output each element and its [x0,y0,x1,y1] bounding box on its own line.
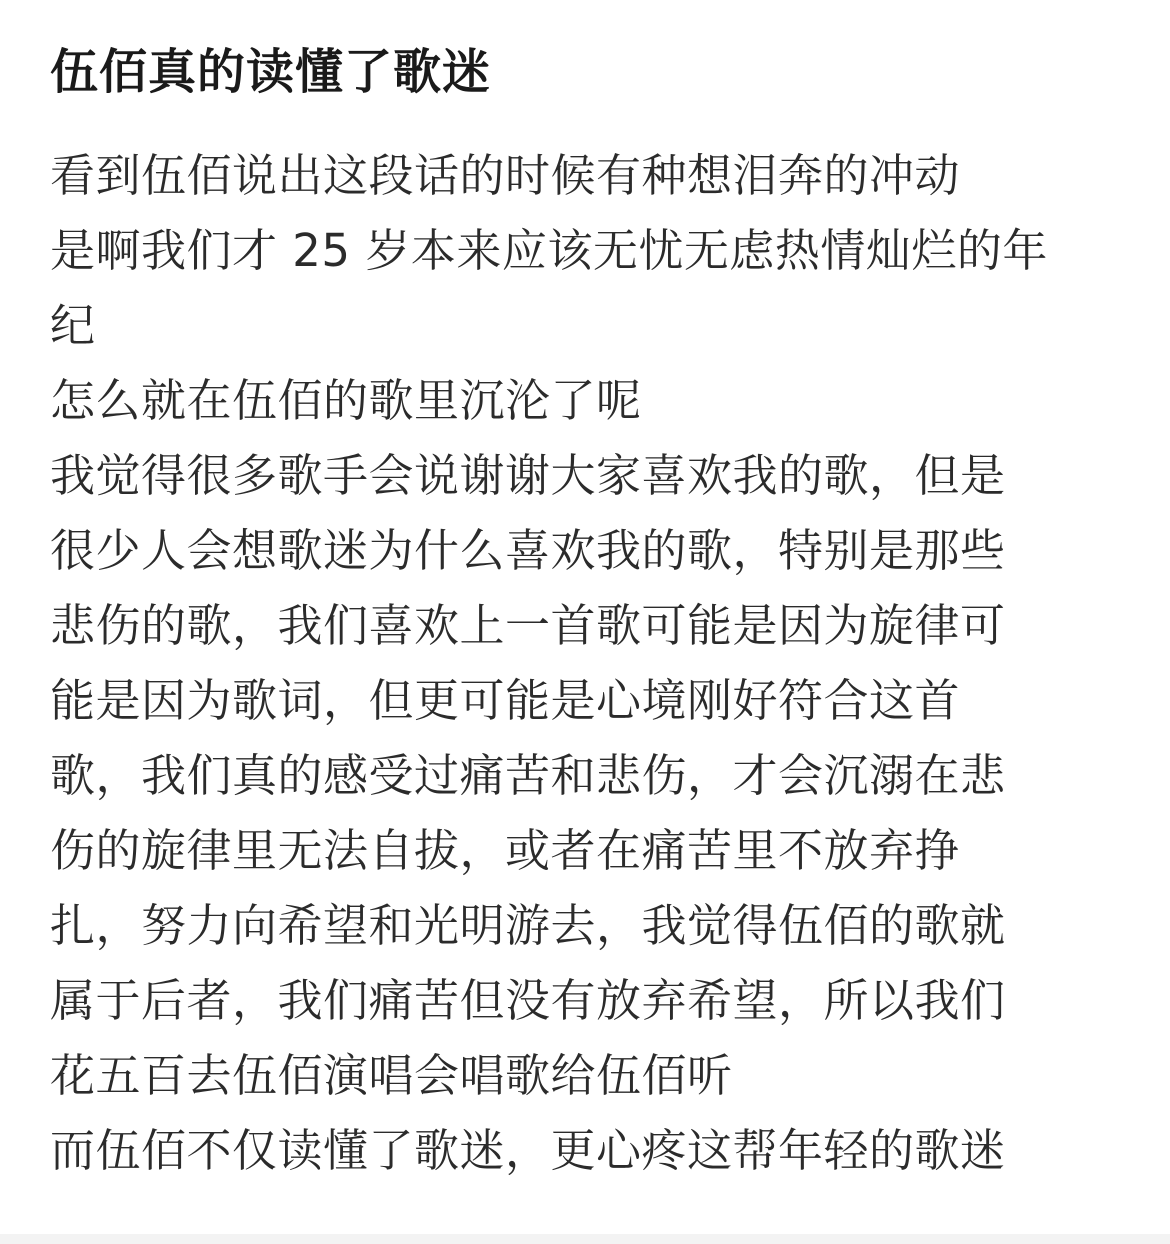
post-line: 怎么就在伍佰的歌里沉沦了呢 [50,374,642,427]
bottom-divider [0,1234,1170,1244]
post-line: 纪 [50,299,96,352]
post-line: 歌，我们真的感受过痛苦和悲伤，才会沉溺在悲 [50,749,1006,802]
post-line: 属于后者，我们痛苦但没有放弃希望，所以我们 [50,974,1006,1027]
post-line: 能是因为歌词，但更可能是心境刚好符合这首 [50,674,961,727]
post-line: 是啊我们才 25 岁本来应该无忧无虑热情灿烂的年 [50,224,1048,277]
post-line: 伤的旋律里无法自拔，或者在痛苦里不放弃挣 [50,824,961,877]
post-line: 看到伍佰说出这段话的时候有种想泪奔的冲动 [50,149,961,202]
post-content [50,40,1130,1188]
post-line: 花五百去伍佰演唱会唱歌给伍佰听 [50,1049,733,1102]
post-line: 我觉得很多歌手会说谢谢大家喜欢我的歌，但是 [50,449,1006,502]
post-line: 扎，努力向希望和光明游去，我觉得伍佰的歌就 [50,899,1006,952]
post-line: 悲伤的歌，我们喜欢上一首歌可能是因为旋律可 [50,599,1006,652]
post-body [50,138,1130,1188]
post-line: 而伍佰不仅读懂了歌迷，更心疼这帮年轻的歌迷 [50,1124,1006,1177]
post-title: 伍佰真的读懂了歌迷 [50,44,492,100]
post-line: 很少人会想歌迷为什么喜欢我的歌，特别是那些 [50,524,1006,577]
